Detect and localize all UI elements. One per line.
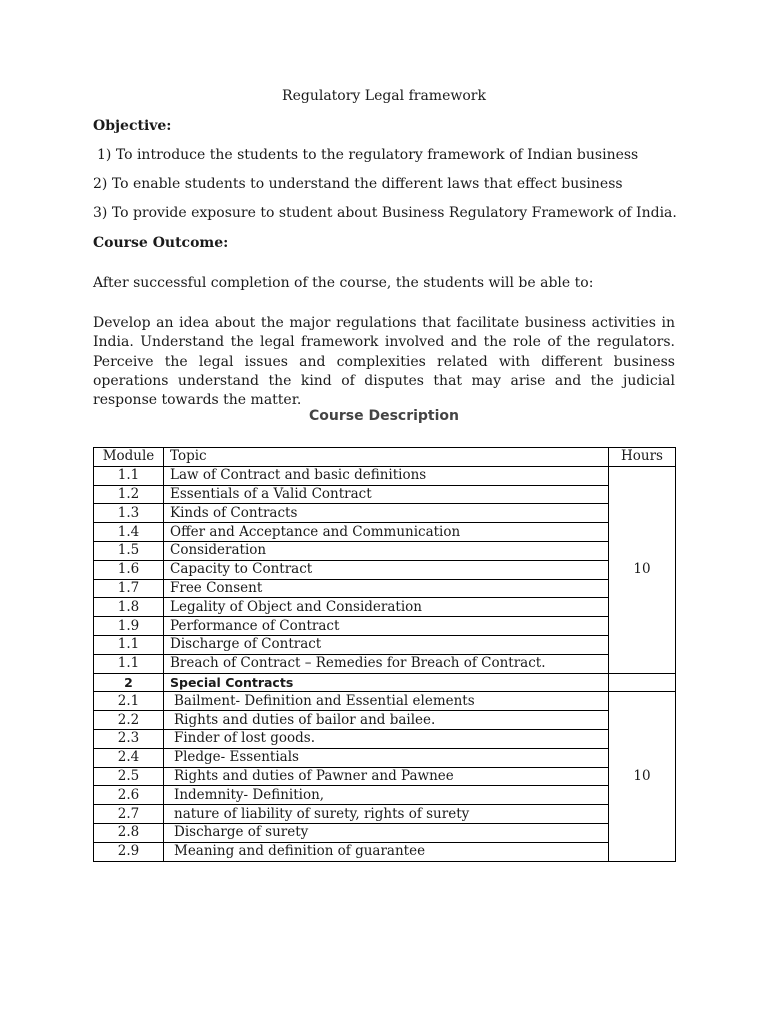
module-number: 1.5	[94, 541, 164, 560]
objective-3: 3) To provide exposure to student about Business Regulatory Framework of India.	[93, 205, 677, 221]
table-row	[94, 579, 676, 598]
table-row	[94, 692, 676, 711]
topic-cell: Capacity to Contract	[164, 560, 609, 579]
module-number: 1.6	[94, 560, 164, 579]
table-row	[94, 748, 676, 767]
section2-title: Special Contracts	[164, 673, 609, 692]
section1-hours: 10	[609, 466, 676, 673]
table-row	[94, 485, 676, 504]
module-number: 1.8	[94, 598, 164, 617]
topic-cell: Rights and duties of Pawner and Pawnee	[164, 767, 609, 786]
module-number: 2.9	[94, 842, 164, 861]
topic-cell: Performance of Contract	[164, 617, 609, 636]
table-row	[94, 598, 676, 617]
topic-cell: Finder of lost goods.	[164, 729, 609, 748]
topic-cell: Bailment- Definition and Essential elements	[164, 692, 609, 711]
table-row	[94, 823, 676, 842]
table-row	[94, 729, 676, 748]
topic-cell: Legality of Object and Consideration	[164, 598, 609, 617]
topic-cell: Kinds of Contracts	[164, 504, 609, 523]
table-row	[94, 560, 676, 579]
topic-cell: Free Consent	[164, 579, 609, 598]
document-title: Regulatory Legal framework	[282, 88, 486, 104]
topic-cell: Offer and Acceptance and Communication	[164, 523, 609, 542]
table-row	[94, 504, 676, 523]
course-outcome-heading: Course Outcome:	[93, 235, 229, 251]
table-header-row	[94, 448, 676, 467]
module-number: 1.9	[94, 617, 164, 636]
section2-header-hours	[609, 673, 676, 692]
section2-module: 2	[94, 673, 164, 692]
table-row	[94, 786, 676, 805]
module-number: 1.1	[94, 654, 164, 673]
hours-header: Hours	[609, 448, 676, 467]
topic-cell: Discharge of Contract	[164, 635, 609, 654]
topic-cell: Meaning and definition of guarantee	[164, 842, 609, 861]
topic-cell: Consideration	[164, 541, 609, 560]
topic-cell: nature of liability of surety, rights of surety	[164, 805, 609, 824]
course-table	[93, 447, 676, 862]
module-number: 2.8	[94, 823, 164, 842]
section2-hours: 10	[609, 692, 676, 861]
course-outcome-paragraph: Develop an idea about the major regulations that facilitate business activities in India. Understand the legal framework involved and the role of the regulators. Perceive the legal issues and complexities related with different business operations understand the kind of disputes that may arise and the judicial response towards the matter.	[93, 315, 675, 409]
table-row	[94, 711, 676, 730]
module-number: 2.4	[94, 748, 164, 767]
course-description-heading: Course Description	[308, 408, 459, 424]
topic-cell: Pledge- Essentials	[164, 748, 609, 767]
topic-cell: Rights and duties of bailor and bailee.	[164, 711, 609, 730]
objective-2: 2) To enable students to understand the different laws that effect business	[93, 176, 623, 192]
topic-header: Topic	[164, 448, 609, 467]
module-number: 2.7	[94, 805, 164, 824]
topic-cell: Essentials of a Valid Contract	[164, 485, 609, 504]
objective-heading: Objective:	[93, 118, 172, 134]
module-number: 2.2	[94, 711, 164, 730]
table-row	[94, 617, 676, 636]
table-row	[94, 767, 676, 786]
table-row	[94, 541, 676, 560]
module-number: 2.1	[94, 692, 164, 711]
module-number: 2.5	[94, 767, 164, 786]
module-number: 2.6	[94, 786, 164, 805]
table-row	[94, 654, 676, 673]
module-number: 1.2	[94, 485, 164, 504]
module-number: 1.7	[94, 579, 164, 598]
objective-1: 1) To introduce the students to the regulatory framework of Indian business	[97, 147, 639, 163]
table-row	[94, 466, 676, 485]
table-row	[94, 523, 676, 542]
topic-cell: Breach of Contract – Remedies for Breach of Contract.	[164, 654, 609, 673]
module-header: Module	[94, 448, 164, 467]
module-number: 1.1	[94, 466, 164, 485]
topic-cell: Law of Contract and basic definitions	[164, 466, 609, 485]
table-row	[94, 635, 676, 654]
module-number: 1.1	[94, 635, 164, 654]
course-outcome-intro: After successful completion of the course, the students will be able to:	[93, 275, 594, 291]
table-row	[94, 805, 676, 824]
topic-cell: Indemnity- Definition,	[164, 786, 609, 805]
section-header-row	[94, 673, 676, 692]
module-number: 2.3	[94, 729, 164, 748]
module-number: 1.3	[94, 504, 164, 523]
table-row	[94, 842, 676, 861]
topic-cell: Discharge of surety	[164, 823, 609, 842]
module-number: 1.4	[94, 523, 164, 542]
